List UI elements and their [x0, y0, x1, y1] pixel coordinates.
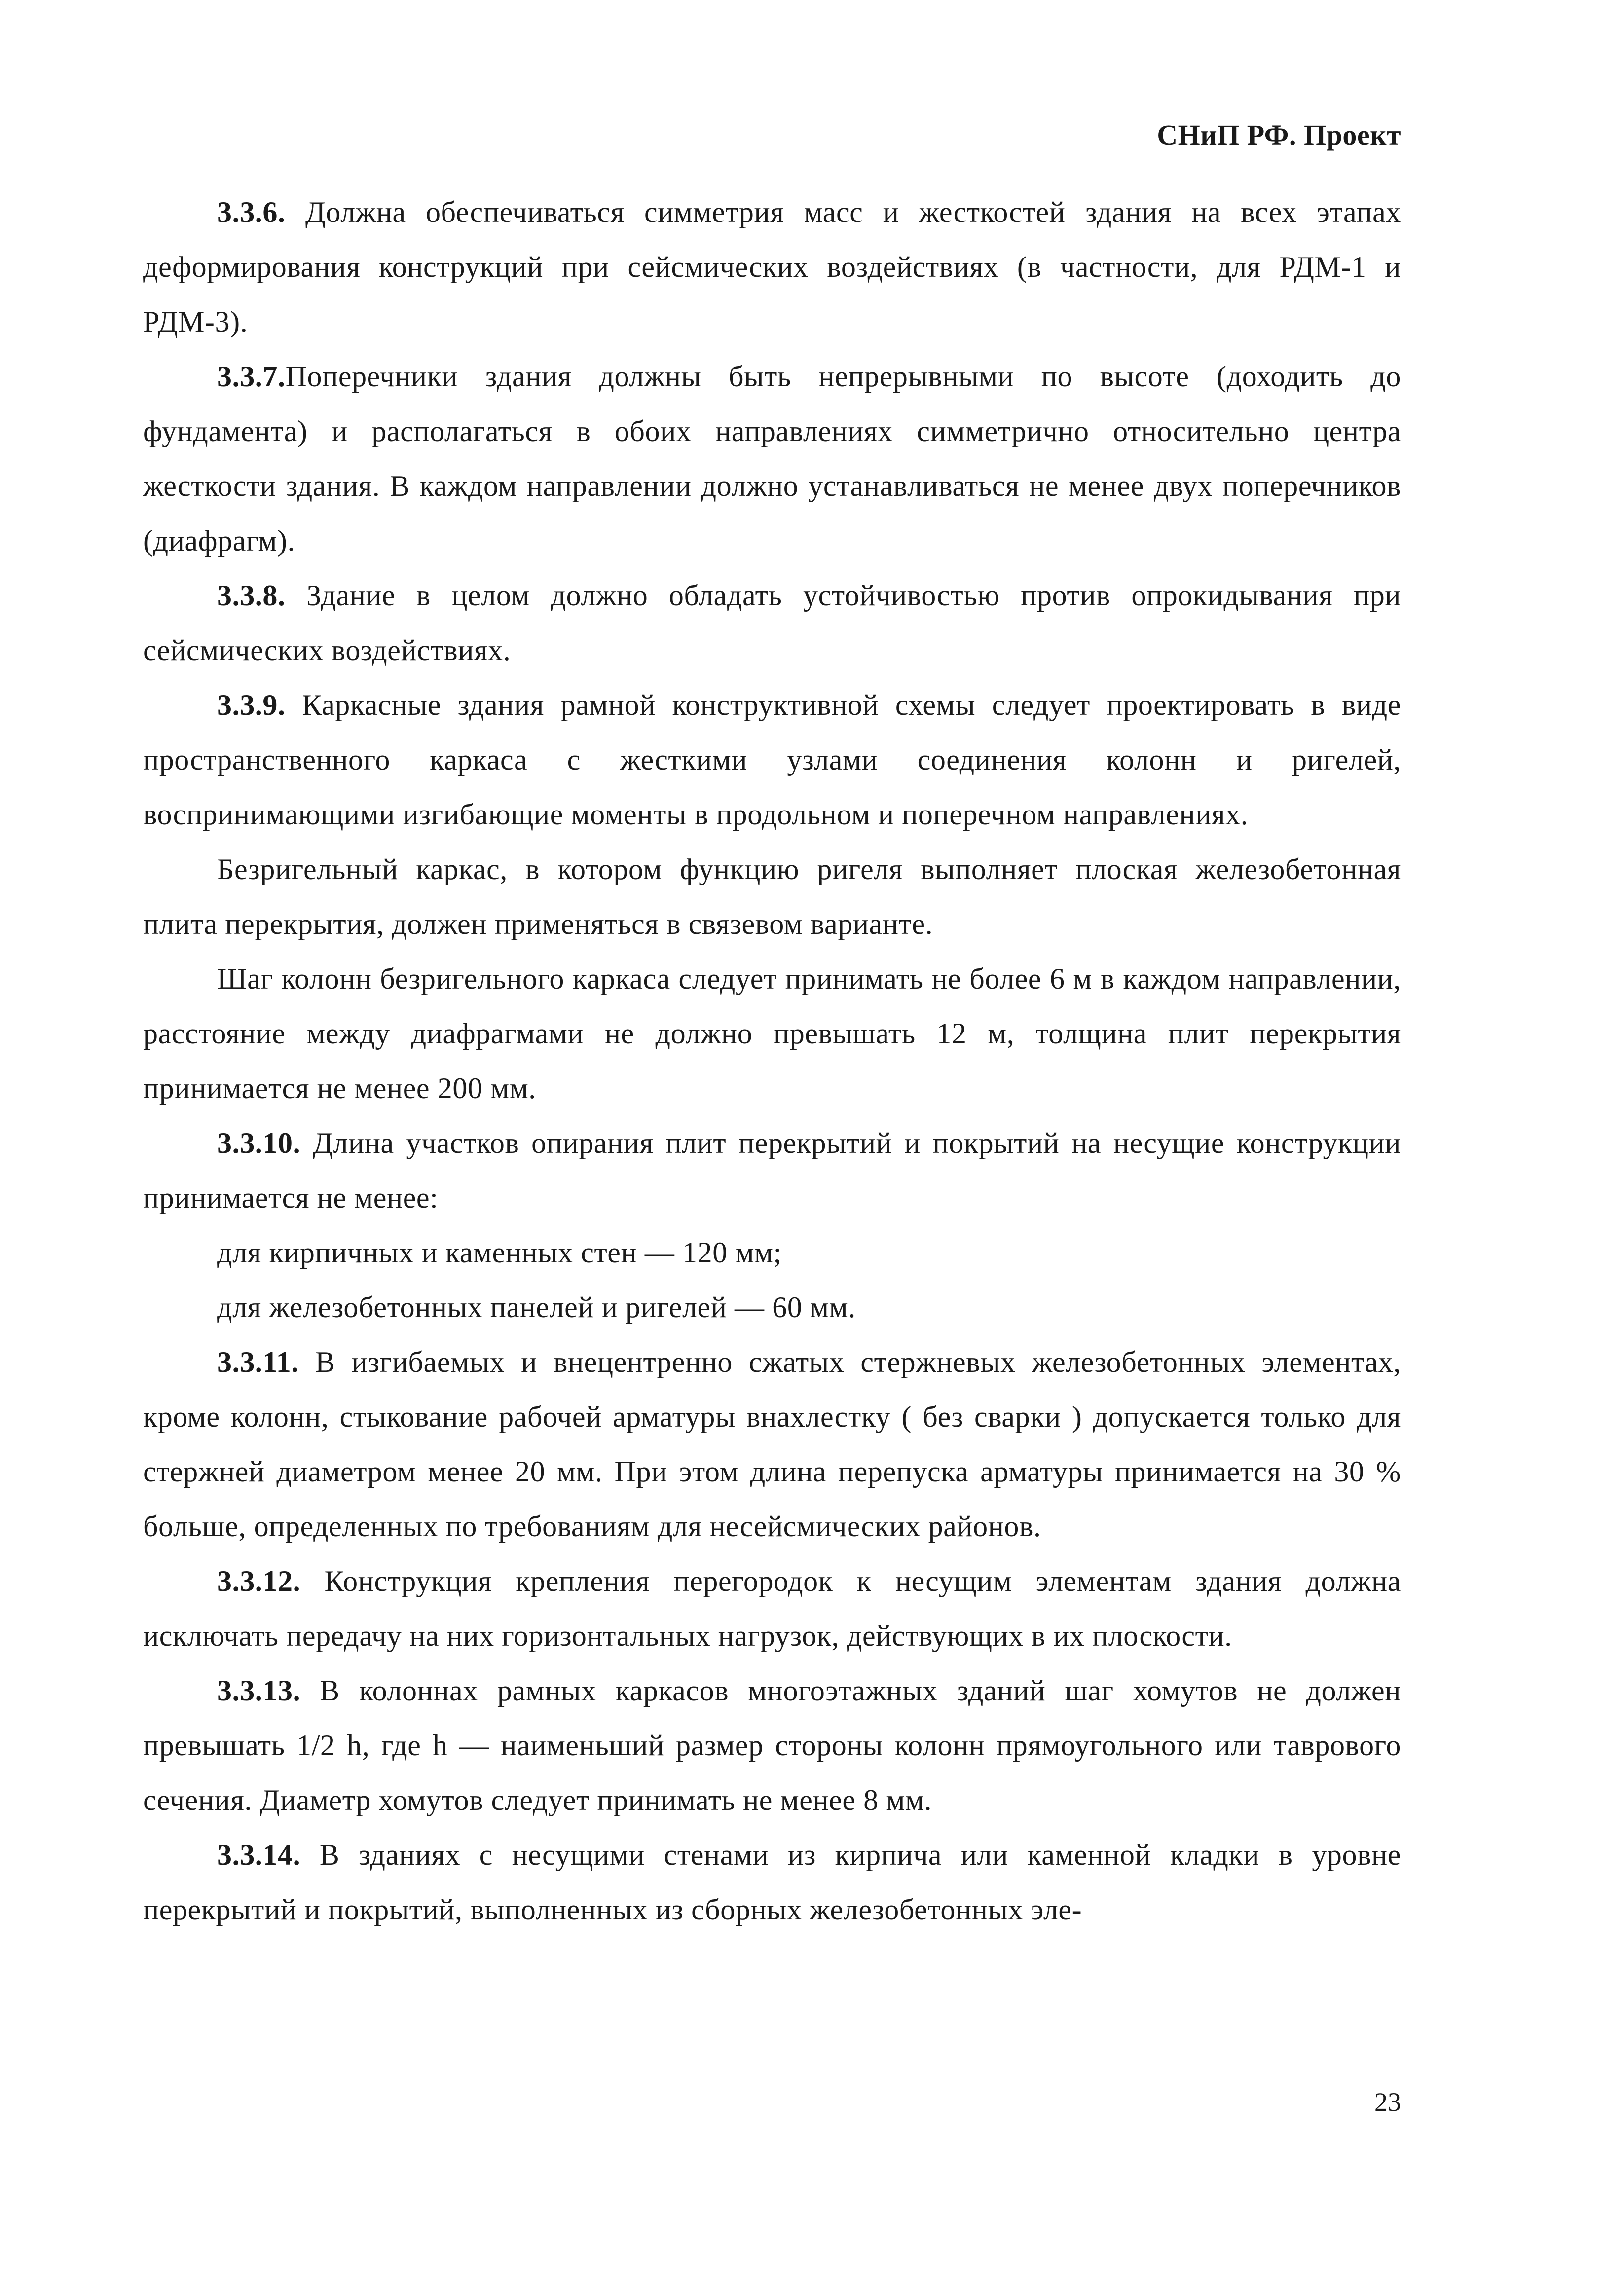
clause-number: 3.3.10. — [217, 1127, 301, 1159]
paragraph-3-3-13 — [143, 1663, 1401, 1828]
clause-text: Поперечники здания должны быть непрерывными по высоте (доходить до фундамента) и располагаться в обоих направлениях симметрично относительно центра жесткости здания. В каждом направлении должно устанавливаться не менее двух поперечников (диафрагм). — [143, 360, 1401, 557]
clause-number: 3.3.8. — [217, 579, 286, 612]
page-number: 23 — [1374, 2087, 1401, 2117]
body-text — [143, 185, 1401, 1937]
paragraph-flatslab-frame — [143, 842, 1401, 952]
clause-number: 3.3.7. — [217, 360, 286, 393]
clause-number: 3.3.13. — [217, 1674, 301, 1707]
paragraph-3-3-11 — [143, 1335, 1401, 1554]
clause-number: 3.3.14. — [217, 1839, 301, 1871]
clause-text: Каркасные здания рамной конструктивной схемы следует проектировать в виде пространственного каркаса с жесткими узлами соединения колонн и ригелей, воспринимающими изгибающие моменты в продольном и поперечном направлениях. — [143, 689, 1401, 831]
clause-number: 3.3.9. — [217, 689, 286, 721]
paragraph-3-3-12 — [143, 1554, 1401, 1663]
list-line-brick-walls: для кирпичных и каменных стен — 120 мм; — [217, 1236, 782, 1269]
paragraph-3-3-10 — [143, 1116, 1401, 1225]
paragraph-3-3-14 — [143, 1828, 1401, 1937]
clause-text: В зданиях с несущими стенами из кирпича или каменной кладки в уровне перекрытий и покрытий, выполненных из сборных железобетонных эле- — [143, 1839, 1401, 1926]
paragraph-3-3-7 — [143, 349, 1401, 568]
document-page — [143, 0, 1401, 2286]
paragraph-3-3-9 — [143, 678, 1401, 842]
clause-text: Шаг колонн безригельного каркаса следует принимать не более 6 м в каждом направлении, расстояние между диафрагмами не должно превышать 12 м, толщина плит перекрытия принимается не менее 200 мм. — [143, 962, 1401, 1105]
clause-text: Безригельный каркас, в котором функцию ригеля выполняет плоская железобетонная плита перекрытия, должен применяться в связевом варианте. — [143, 853, 1401, 940]
clause-text: Должна обеспечиваться симметрия масс и жесткостей здания на всех этапах деформирования конструкций при сейсмических воздействиях (в частности, для РДМ-1 и РДМ-3). — [143, 196, 1401, 338]
paragraph-3-3-8 — [143, 568, 1401, 678]
running-header: СНиП РФ. Проект — [1157, 119, 1401, 151]
clause-text: Конструкция крепления перегородок к несущим элементам здания должна исключать передачу на них горизонтальных нагрузок, действующих в их плоскости. — [143, 1565, 1401, 1652]
clause-text: В колоннах рамных каркасов многоэтажных зданий шаг хомутов не должен превышать 1/2 h, где h — наименьший размер стороны колонн прямоугольного или таврового сечения. Диаметр хомутов следует принимать не менее 8 мм. — [143, 1674, 1401, 1816]
paragraph-3-3-6 — [143, 185, 1401, 349]
clause-number: 3.3.12. — [217, 1565, 301, 1597]
clause-number: 3.3.11. — [217, 1346, 299, 1378]
paragraph-column-spacing — [143, 952, 1401, 1116]
clause-text: В изгибаемых и внецентренно сжатых стержневых железобетонных элементах, кроме колонн, стыкование рабочей арматуры внахлестку ( без сварки ) допускается только для стержней диаметром менее 20 мм. При этом длина перепуска арматуры принимается на 30 % больше, определенных по требованиям для несейсмических районов. — [143, 1346, 1401, 1543]
clause-text: Длина участков опирания плит перекрытий и покрытий на несущие конструкции принимается не менее: — [143, 1127, 1401, 1214]
clause-text: Здание в целом должно обладать устойчивостью против опрокидывания при сейсмических воздействиях. — [143, 579, 1401, 666]
list-line-concrete-panels: для железобетонных панелей и ригелей — 60 мм. — [217, 1291, 856, 1324]
clause-number: 3.3.6. — [217, 196, 286, 228]
